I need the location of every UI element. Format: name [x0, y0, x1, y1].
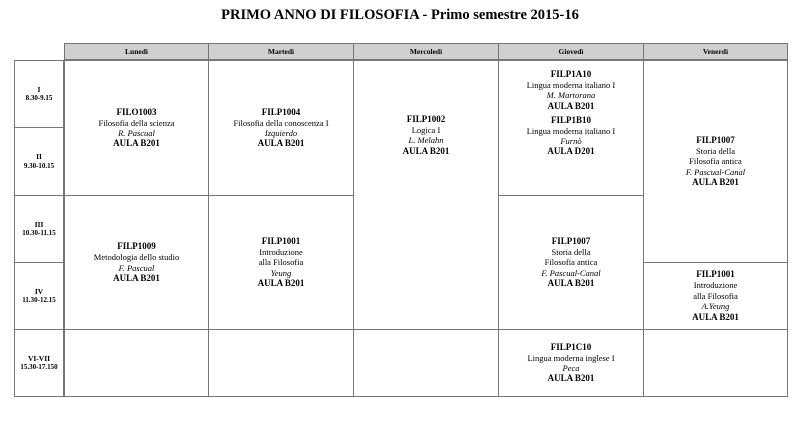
course-cell-lun2: [64, 195, 209, 330]
course-code: FILP1001: [696, 269, 735, 280]
course-professor: Furnò: [560, 135, 582, 146]
course-code: FILP1007: [696, 134, 735, 145]
course-room: AULA B201: [692, 177, 739, 188]
course-name: Metodologia dello studio: [93, 252, 180, 263]
empty-cell-lun-pm: [64, 329, 209, 397]
slot-label: VI-VII: [27, 353, 51, 363]
time-slot-2: [14, 127, 64, 196]
time-slot-1: [14, 60, 64, 128]
course-name-line2: Filosofia antica: [544, 257, 598, 268]
course-room: AULA B201: [402, 145, 450, 156]
course-room: AULA B201: [547, 373, 595, 384]
course-code: FILP1004: [261, 106, 301, 117]
course-room: AULA B201: [547, 100, 595, 111]
day-header-martedi: Martedì: [208, 43, 354, 60]
time-slot-5: [14, 329, 64, 397]
day-header-venerdi: Venerdì: [643, 43, 788, 60]
slot-time: 15.30-17.150: [20, 363, 58, 372]
course-professor: Peca: [562, 363, 580, 373]
course-name: Lingua moderna italiano I: [526, 125, 616, 136]
slot-label: IV: [34, 286, 44, 296]
course-name-line2: Filosofia antica: [689, 156, 742, 167]
course-room: AULA B201: [692, 311, 739, 322]
course-code: FILP1009: [117, 241, 156, 252]
day-header-lunedi: Lunedì: [64, 43, 209, 60]
course-name: Lingua moderna italiano I: [526, 79, 616, 90]
day-header-giovedi: Giovedì: [498, 43, 644, 60]
course-room: AULA B201: [257, 138, 305, 149]
course-cell-ven2: [643, 262, 788, 330]
slot-time: 9.30-10.15: [23, 161, 55, 170]
course-room: AULA B201: [113, 272, 160, 283]
course-name: Logica I: [411, 124, 441, 135]
course-cell-mer1: [353, 60, 499, 330]
course-name: Filosofia della scienza: [98, 117, 175, 128]
course-name-line1: Introduzione: [693, 280, 738, 291]
course-block-gio1b: [527, 115, 616, 158]
course-code: FILP1001: [261, 235, 301, 246]
course-cell-ven1: [643, 60, 788, 263]
slot-label: II: [36, 152, 42, 162]
course-name-line2: alla Filosofia: [693, 290, 738, 301]
course-professor: F. Pascual-Canal: [541, 267, 601, 278]
course-code: FILP1B10: [550, 114, 591, 125]
slot-label: I: [37, 84, 41, 94]
course-room: AULA B201: [113, 138, 160, 149]
slot-time: 11.30-12.15: [22, 296, 56, 305]
slot-label: III: [34, 219, 44, 229]
course-name-line1: Storia della: [551, 246, 591, 257]
course-professor: L. Melahn: [408, 135, 444, 146]
slot-time: 10.30-11.15: [22, 229, 56, 238]
course-cell-gio4: [498, 329, 644, 397]
course-code: FILO1003: [116, 106, 157, 117]
course-code: FILP1A10: [550, 69, 592, 79]
course-professor: M. Martorana: [546, 90, 596, 101]
course-professor: F. Pascual-Canal: [685, 166, 746, 177]
course-block-gio1a: [527, 69, 616, 112]
empty-cell-mer-pm: [353, 329, 499, 397]
time-slot-4: [14, 262, 64, 330]
course-code: FILP1C10: [550, 341, 592, 352]
course-name: Lingua moderna inglese I: [527, 352, 615, 363]
slot-time: 8.30-9.15: [25, 94, 53, 103]
empty-cell-ven-pm: [643, 329, 788, 397]
course-professor: R. Pascual: [118, 128, 155, 138]
course-room: AULA B201: [547, 278, 595, 289]
course-cell-mar1: [208, 60, 354, 196]
course-professor: A.Yeung: [701, 301, 730, 312]
course-name-line1: Introduzione: [259, 246, 303, 257]
page-title: PRIMO ANNO DI FILOSOFIA - Primo semestre 2015-16: [221, 7, 579, 23]
course-cell-gio1: [498, 60, 644, 196]
course-name: Filosofia della conoscenza I: [233, 117, 329, 128]
course-cell-lun1: [64, 60, 209, 196]
course-room: AULA B201: [257, 278, 305, 289]
course-name-line2: alla Filosofia: [258, 257, 304, 268]
course-cell-mar2: [208, 195, 354, 330]
course-code: FILP1007: [551, 235, 591, 246]
day-header-mercoledi: Mercoledì: [353, 43, 499, 60]
course-code: FILP1002: [406, 114, 446, 124]
course-professor: Yeung: [270, 267, 292, 278]
course-cell-gio3: [498, 195, 644, 330]
time-slot-3: [14, 195, 64, 263]
empty-cell-mar-pm: [208, 329, 354, 397]
course-professor: F. Pascual: [118, 262, 155, 273]
course-room: AULA D201: [547, 146, 595, 157]
course-name-line1: Storia della: [696, 145, 735, 156]
course-professor: Izquierdo: [264, 128, 298, 138]
